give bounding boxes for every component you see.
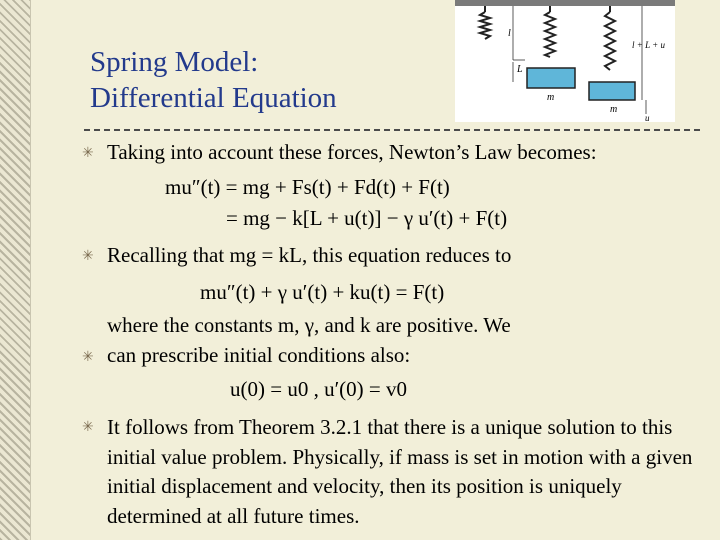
spring-2: [545, 12, 555, 57]
bullet-2-text: Recalling that mg = kL, this equation reduces to: [107, 243, 512, 267]
mass-block-1: [527, 68, 575, 88]
slide-title: [90, 44, 430, 116]
decorative-stripe: [0, 0, 31, 540]
label-m-2: m: [610, 104, 618, 115]
bullet-4-text: It follows from Theorem 3.2.1 that there is a unique solution to this initial value problem. Physically, if mass is set in motion with a given initial displacement and velocity, then its position is uniquely determined at all future times.: [107, 415, 693, 528]
asterisk-bullet-icon: ✳: [82, 248, 94, 264]
label-m-1: m: [547, 92, 555, 103]
asterisk-bullet-icon: ✳: [82, 145, 94, 161]
ceiling-bar: [455, 0, 675, 6]
equation-1-line-1: mu″(t) = mg + Fs(t) + Fd(t) + F(t): [165, 175, 450, 199]
label-u: u: [645, 113, 650, 122]
spring-3: [605, 12, 615, 70]
asterisk-bullet-icon: ✳: [82, 419, 94, 435]
label-L: L: [517, 64, 523, 75]
bullet-3-text: where the constants m, γ, and k are positive. We can prescribe initial conditions also:: [107, 313, 511, 367]
mass-block-2: [589, 82, 635, 100]
spring-1: [480, 12, 490, 39]
equation-3: u(0) = u0 , u′(0) = v0: [230, 377, 408, 401]
equation-1-line-2: = mg − k[L + u(t)] − γ u′(t) + F(t): [226, 206, 508, 230]
title-line-2: Differential Equation: [90, 82, 337, 114]
spring-diagram: [455, 0, 675, 122]
label-sum: l + L + u: [632, 40, 665, 50]
asterisk-bullet-icon: ✳: [82, 349, 94, 365]
title-divider: [84, 129, 700, 131]
bullet-1-text: Taking into account these forces, Newton’s Law becomes:: [107, 140, 597, 164]
label-l: l: [508, 28, 511, 39]
equation-2: mu″(t) + γ u′(t) + ku(t) = F(t): [200, 280, 445, 304]
title-line-1: Spring Model:: [90, 46, 259, 78]
